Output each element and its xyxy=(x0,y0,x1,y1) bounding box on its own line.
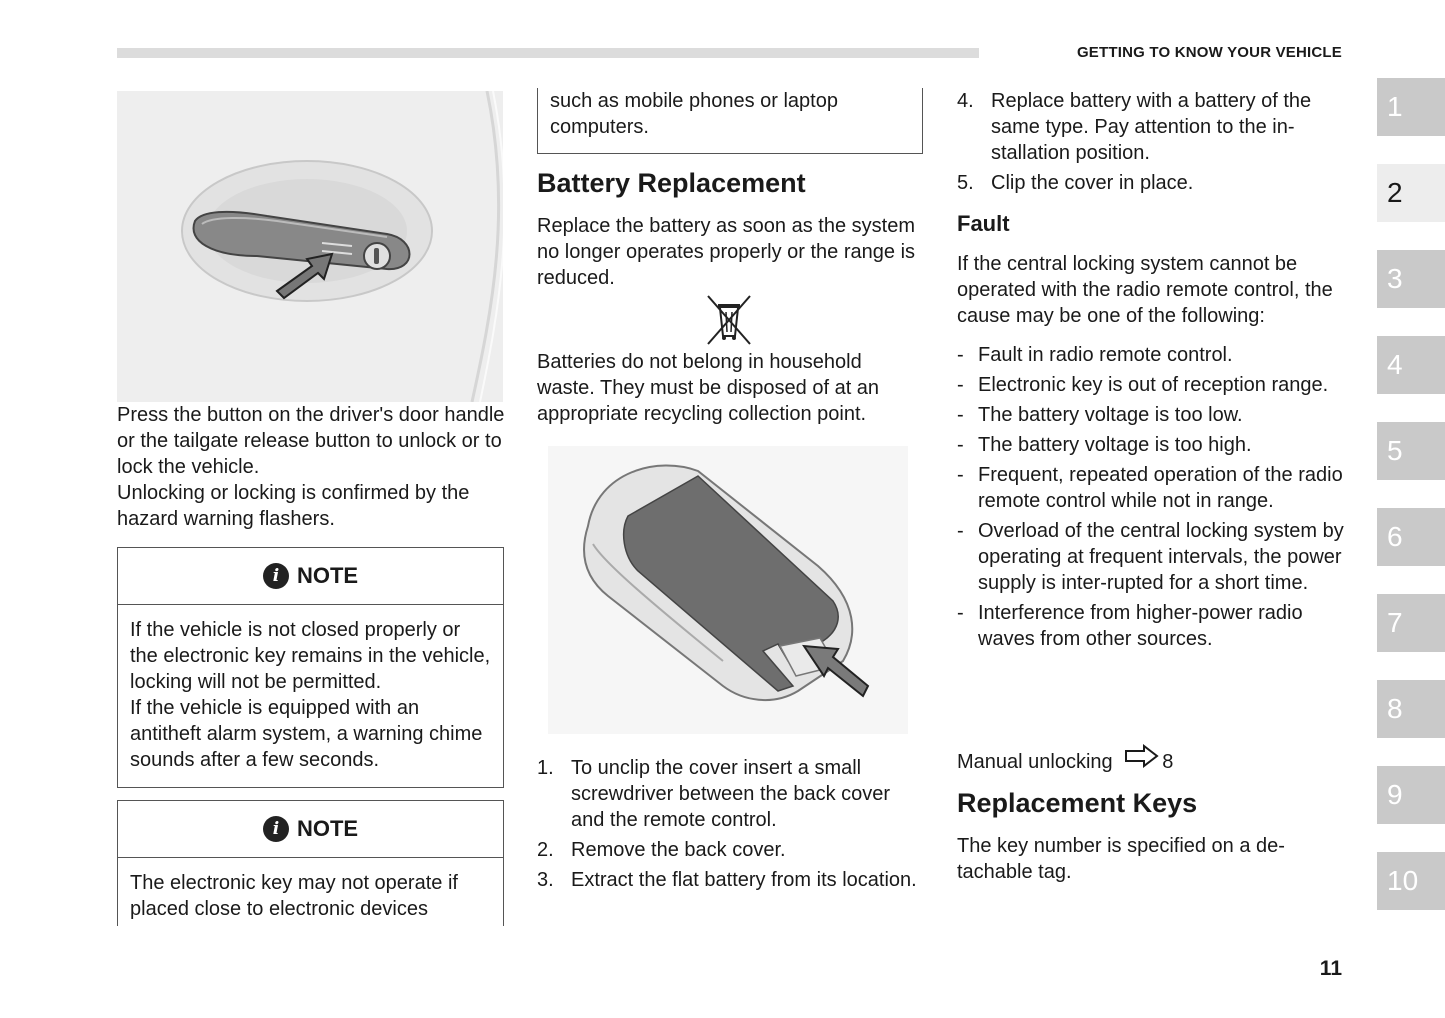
page-reference-number: 8 xyxy=(1162,751,1174,773)
note-text: If the vehicle is equipped with an antitheft alarm system, a warning chime sounds after a few seconds. xyxy=(130,697,483,771)
replacement-keys-text: The key number is specified on a de-tachable tag. xyxy=(957,835,1285,883)
page-reference-arrow-icon xyxy=(1118,744,1162,768)
chapter-tab-4[interactable]: 4 xyxy=(1377,336,1445,394)
list-item: - Fault in radio remote control. xyxy=(957,344,1233,366)
list-item: - The battery voltage is too high. xyxy=(957,434,1252,456)
note-box-continued xyxy=(537,88,923,154)
manual-unlocking-reference[interactable] xyxy=(957,744,1347,775)
chapter-tab-10[interactable]: 10 xyxy=(1377,852,1445,910)
chapter-tab-5[interactable]: 5 xyxy=(1377,422,1445,480)
info-icon: i xyxy=(263,563,289,589)
note-header xyxy=(118,801,503,858)
chapter-tab-7[interactable]: 7 xyxy=(1377,594,1445,652)
crossed-out-bin-icon xyxy=(704,294,754,346)
chapter-tab-8[interactable]: 8 xyxy=(1377,680,1445,738)
door-handle-instructions xyxy=(117,402,507,532)
manual-unlocking-label: Manual unlocking xyxy=(957,751,1113,773)
door-handle-illustration xyxy=(117,91,503,402)
info-icon: i xyxy=(263,816,289,842)
chapter-tab-9[interactable]: 9 xyxy=(1377,766,1445,824)
battery-intro: Replace the battery as soon as the system no longer operates properly or the range is reduced. xyxy=(537,215,916,289)
chapter-tab-3[interactable]: 3 xyxy=(1377,250,1445,308)
list-item: - Overload of the central locking system by operating at frequent intervals, the power supply is inter-rupted for a short time. xyxy=(957,520,1344,594)
note-title: NOTE xyxy=(296,816,359,841)
disposal-text: Batteries do not belong in household waste. They must be disposed of at an appropriate recycling collection point. xyxy=(537,351,880,425)
list-item: - Frequent, repeated operation of the radio remote control while not in range. xyxy=(957,464,1343,512)
replacement-keys-heading: Replacement Keys xyxy=(957,788,1198,818)
list-item: 1. To unclip the cover insert a small screwdriver between the back cover and the remote control. xyxy=(537,757,891,831)
remote-key-illustration xyxy=(548,446,908,734)
note-box-locking xyxy=(117,547,504,788)
note-continued-text: such as mobile phones or laptop computers. xyxy=(550,90,838,138)
battery-replacement-heading: Battery Replacement xyxy=(537,168,806,198)
confirmation-paragraph: Unlocking or locking is confirmed by the hazard warning flashers. xyxy=(117,482,470,530)
list-item: 3. Extract the flat battery from its location. xyxy=(537,869,917,891)
list-item: 5. Clip the cover in place. xyxy=(957,172,1194,194)
note-header xyxy=(118,548,503,605)
note-body xyxy=(118,605,503,773)
note-title: NOTE xyxy=(296,563,359,588)
section-title: GETTING TO KNOW YOUR VEHICLE xyxy=(1076,44,1342,61)
note-body xyxy=(118,858,503,922)
note-text: The electronic key may not operate if placed close to electronic devices xyxy=(130,872,458,920)
header-rule xyxy=(117,48,979,58)
battery-steps-list xyxy=(537,755,922,897)
note-text: If the vehicle is not closed properly or the electronic key remains in the vehicle, locking will not be permitted. xyxy=(130,619,491,693)
chapter-tab-2[interactable]: 2 xyxy=(1377,164,1445,222)
page-number: 11 xyxy=(1319,957,1342,980)
list-item: - Interference from higher-power radio waves from other sources. xyxy=(957,602,1303,650)
unlock-paragraph: Press the button on the driver's door handle or the tailgate release button to unlock or to lock the vehicle. xyxy=(117,404,505,478)
list-item: - Electronic key is out of reception range. xyxy=(957,374,1329,396)
chapter-tab-1[interactable]: 1 xyxy=(1377,78,1445,136)
fault-heading: Fault xyxy=(957,211,1010,236)
list-item: 2. Remove the back cover. xyxy=(537,839,786,861)
list-item: 4. Replace battery with a battery of the same type. Pay attention to the in-stallation position. xyxy=(957,90,1312,164)
fault-intro: If the central locking system cannot be operated with the radio remote control, the cause may be one of the following: xyxy=(957,253,1333,327)
fault-causes-list xyxy=(957,342,1347,656)
note-box-interference xyxy=(117,800,504,926)
list-item: - The battery voltage is too low. xyxy=(957,404,1243,426)
battery-steps-continued xyxy=(957,88,1347,200)
chapter-tab-6[interactable]: 6 xyxy=(1377,508,1445,566)
